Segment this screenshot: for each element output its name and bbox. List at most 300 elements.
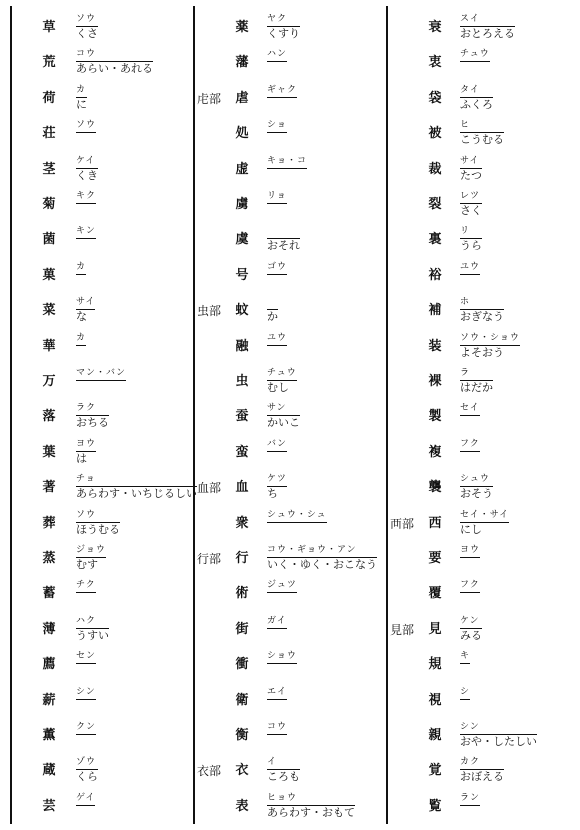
table-row xyxy=(197,612,383,648)
kun-reading: いく・ゆく・おこなう xyxy=(267,558,377,571)
reading-entry xyxy=(460,545,480,558)
table-row xyxy=(14,789,192,825)
on-reading: シュウ・シュ xyxy=(267,510,327,523)
table-row xyxy=(197,116,383,152)
kanji-character: 衡 xyxy=(235,728,249,743)
kanji-character: 蒸 xyxy=(42,551,56,566)
radical-section-label: 見部 xyxy=(390,622,415,637)
reading-entry xyxy=(460,191,482,217)
on-reading: ハク xyxy=(76,616,109,629)
on-reading: ソウ・ショウ xyxy=(460,333,520,346)
on-reading: シ xyxy=(460,687,470,700)
kanji-character: 葬 xyxy=(42,515,56,531)
kanji-character: 視 xyxy=(428,692,442,708)
table-row xyxy=(14,293,192,329)
kanji-character: 衰 xyxy=(428,20,442,35)
kun-reading: あらわす・おもて xyxy=(267,805,355,819)
reading-entry xyxy=(460,616,482,642)
reading-entry xyxy=(267,333,287,346)
table-row xyxy=(390,10,576,46)
on-reading: セン xyxy=(76,651,96,664)
kanji-character: 蛮 xyxy=(235,444,249,460)
table-row xyxy=(197,435,383,471)
table-row xyxy=(390,718,576,754)
kun-reading: な xyxy=(76,310,87,324)
on-reading: セイ・サイ xyxy=(460,510,509,523)
on-reading: ヨウ xyxy=(76,439,96,452)
table-row xyxy=(197,187,383,223)
reading-entry xyxy=(460,793,480,806)
kanji-character: 藩 xyxy=(235,55,249,71)
table-row xyxy=(197,399,383,435)
kanji-character: 薄 xyxy=(42,621,56,637)
table-row xyxy=(14,329,192,365)
on-reading xyxy=(267,297,278,310)
on-reading: シン xyxy=(76,687,96,700)
table-row xyxy=(197,506,383,542)
kanji-character: 薫 xyxy=(42,728,56,743)
radical-section-label: 虫部 xyxy=(197,304,222,319)
on-reading: ハン xyxy=(267,49,287,62)
on-reading: ソウ xyxy=(76,120,96,133)
reading-entry xyxy=(460,120,504,146)
column-divider-1 xyxy=(193,6,195,824)
on-reading: シュウ xyxy=(460,474,493,487)
kanji-character: 襲 xyxy=(428,480,442,496)
kanji-character: 蚕 xyxy=(235,409,249,425)
on-reading: コウ xyxy=(76,49,153,62)
table-row xyxy=(14,187,192,223)
kanji-character: 裂 xyxy=(428,197,442,212)
kanji-character: 規 xyxy=(428,657,442,673)
table-row xyxy=(390,116,576,152)
table-row xyxy=(14,81,192,117)
reading-entry xyxy=(460,156,482,182)
reading-entry xyxy=(76,368,126,381)
on-reading: ガイ xyxy=(267,616,287,629)
reading-entry xyxy=(460,687,470,700)
kanji-character: 荘 xyxy=(42,126,56,142)
kanji-character: 衣 xyxy=(235,763,249,779)
table-row xyxy=(390,187,576,223)
table-row xyxy=(390,612,576,648)
kun-reading: おそれ xyxy=(267,239,300,253)
table-row xyxy=(197,753,383,789)
kun-reading: か xyxy=(267,310,278,324)
kun-reading: うすい xyxy=(76,628,109,642)
kun-reading: あらわす・いちじるしい xyxy=(76,487,197,501)
reading-entry xyxy=(267,14,300,40)
on-reading: ケン xyxy=(460,616,482,629)
kanji-character: 衛 xyxy=(235,692,249,708)
table-row xyxy=(197,718,383,754)
table-row xyxy=(14,683,192,719)
kun-reading: たつ xyxy=(460,168,482,182)
table-row xyxy=(14,753,192,789)
table-row xyxy=(197,541,383,577)
table-row xyxy=(14,541,192,577)
reading-entry xyxy=(267,49,287,62)
kun-reading: おや・したしい xyxy=(460,735,537,748)
reading-entry xyxy=(267,722,287,735)
kun-reading: よそおう xyxy=(460,345,504,359)
on-reading: チョ xyxy=(76,474,197,487)
on-reading: ゾウ xyxy=(76,757,98,770)
kanji-character: 蔵 xyxy=(42,763,56,779)
reading-entry xyxy=(76,297,95,323)
on-reading: クン xyxy=(76,722,96,735)
reading-entry xyxy=(267,545,377,571)
kanji-character: 衆 xyxy=(235,515,249,531)
table-row xyxy=(390,152,576,188)
kanji-character: 装 xyxy=(428,338,442,354)
on-reading: チュウ xyxy=(267,368,297,381)
on-reading: ラ xyxy=(460,368,493,381)
reading-entry xyxy=(460,368,493,394)
on-reading: シン xyxy=(460,722,537,735)
on-reading: ヨウ xyxy=(460,545,480,558)
table-row xyxy=(14,647,192,683)
on-reading: ケツ xyxy=(267,474,287,487)
table-row xyxy=(390,470,576,506)
table-row xyxy=(14,470,197,506)
kun-reading: おちる xyxy=(76,416,109,430)
kanji-character: 薦 xyxy=(42,657,56,673)
kanji-character: 菓 xyxy=(42,267,56,283)
kun-reading: おぎなう xyxy=(460,310,504,324)
on-reading: ホ xyxy=(460,297,504,310)
kanji-character: 蚊 xyxy=(235,303,249,319)
column-1 xyxy=(14,10,197,825)
reading-entry xyxy=(267,651,297,664)
kanji-character: 製 xyxy=(428,409,442,425)
reading-entry xyxy=(460,403,480,416)
on-reading: ユウ xyxy=(267,333,287,346)
radical-section-label: 行部 xyxy=(197,552,222,566)
kanji-character: 融 xyxy=(235,338,249,354)
reading-entry xyxy=(76,333,86,346)
on-reading: ゲイ xyxy=(76,793,95,806)
kanji-character: 衝 xyxy=(235,657,249,673)
on-reading: ラン xyxy=(460,793,480,806)
kanji-character: 衷 xyxy=(428,55,442,71)
kun-reading: みる xyxy=(460,628,482,642)
reading-entry xyxy=(267,616,287,629)
reading-entry xyxy=(76,49,153,75)
table-row xyxy=(14,435,192,471)
table-row xyxy=(14,222,192,258)
reading-entry xyxy=(460,580,480,593)
table-row xyxy=(197,576,383,612)
kanji-character: 華 xyxy=(42,338,56,354)
reading-entry xyxy=(267,262,287,275)
reading-entry xyxy=(460,510,509,536)
kanji-character: 蓄 xyxy=(42,586,56,602)
kanji-character: 行 xyxy=(235,551,249,566)
table-row xyxy=(197,470,383,506)
kun-reading: こうむる xyxy=(460,133,504,147)
column-2 xyxy=(197,10,383,825)
table-row xyxy=(197,45,383,81)
kanji-character: 荒 xyxy=(42,55,56,71)
kanji-character: 複 xyxy=(428,444,442,460)
kanji-character: 菊 xyxy=(42,197,56,212)
kanji-character: 袋 xyxy=(428,90,442,106)
on-reading: ヤク xyxy=(267,14,300,27)
reading-entry xyxy=(76,580,96,593)
reading-entry xyxy=(267,403,300,429)
on-reading: キク xyxy=(76,191,96,204)
reading-entry xyxy=(76,226,96,239)
on-reading: ソウ xyxy=(76,510,120,523)
table-row xyxy=(390,541,576,577)
reading-entry xyxy=(460,297,504,323)
reading-entry xyxy=(460,651,470,664)
table-row xyxy=(390,683,576,719)
kanji-character: 茎 xyxy=(42,161,56,177)
reading-entry xyxy=(460,474,493,500)
kanji-character: 覆 xyxy=(428,586,442,602)
reading-entry xyxy=(267,156,307,169)
on-reading: ユウ xyxy=(460,262,480,275)
table-row xyxy=(14,612,192,648)
reading-entry xyxy=(76,757,98,783)
left-border xyxy=(10,6,12,824)
on-reading: ジョウ xyxy=(76,545,106,558)
kun-reading: おぼえる xyxy=(460,770,504,784)
kun-reading: は xyxy=(76,451,87,465)
on-reading: ケイ xyxy=(76,156,98,169)
on-reading: フク xyxy=(460,580,480,593)
kanji-character: 覚 xyxy=(428,763,442,779)
kanji-character: 被 xyxy=(428,126,442,142)
reading-entry xyxy=(460,262,480,275)
reading-entry xyxy=(460,757,504,783)
on-reading: エイ xyxy=(267,687,287,700)
table-row xyxy=(14,576,192,612)
kun-reading: うら xyxy=(460,239,482,253)
table-row xyxy=(197,258,383,294)
reading-entry xyxy=(267,439,287,452)
kun-reading: にし xyxy=(460,522,482,536)
on-reading: カ xyxy=(76,85,87,98)
table-row xyxy=(197,81,383,117)
table-row xyxy=(197,364,383,400)
table-row xyxy=(14,718,192,754)
on-reading: サイ xyxy=(76,297,95,310)
table-row xyxy=(390,329,576,365)
radical-section-label: 血部 xyxy=(197,481,222,496)
kun-reading: むす xyxy=(76,558,98,571)
kun-reading: むし xyxy=(267,381,289,394)
on-reading: リョ xyxy=(267,191,287,204)
on-reading: キョ・コ xyxy=(267,156,307,169)
reading-entry xyxy=(460,722,537,748)
on-reading: コウ xyxy=(267,722,287,735)
kanji-character: 著 xyxy=(42,480,56,496)
table-row xyxy=(14,10,192,46)
kun-reading: くすり xyxy=(267,27,300,40)
table-row xyxy=(390,81,576,117)
on-reading: カ xyxy=(76,262,86,275)
radical-section-label: 襾部 xyxy=(390,516,415,531)
on-reading: ギャク xyxy=(267,85,297,98)
kun-reading: かいこ xyxy=(267,416,300,430)
reading-entry xyxy=(76,474,197,500)
on-reading: ヒ xyxy=(460,120,504,133)
table-row xyxy=(197,683,383,719)
reading-entry xyxy=(267,120,287,133)
kun-reading: あらい・あれる xyxy=(76,62,153,76)
kanji-character: 万 xyxy=(42,374,56,389)
kanji-character: 薬 xyxy=(235,20,249,35)
table-row xyxy=(197,152,383,188)
table-row xyxy=(390,435,576,471)
on-reading: ヒョウ xyxy=(267,793,355,806)
table-row xyxy=(390,789,576,825)
on-reading: セイ xyxy=(460,403,480,416)
reading-entry xyxy=(267,297,278,323)
table-row xyxy=(197,647,383,683)
reading-entry xyxy=(76,439,96,465)
reading-entry xyxy=(76,793,95,806)
on-reading: カク xyxy=(460,757,504,770)
kun-reading: ころも xyxy=(267,770,300,784)
kanji-character: 裸 xyxy=(428,374,442,389)
kun-reading: さく xyxy=(460,204,482,217)
kanji-character: 薪 xyxy=(42,692,56,708)
table-row xyxy=(197,222,383,258)
on-reading: ショ xyxy=(267,120,287,133)
table-row xyxy=(14,364,192,400)
kanji-character: 草 xyxy=(42,20,56,35)
table-row xyxy=(390,753,576,789)
reading-entry xyxy=(460,49,490,62)
on-reading: チュウ xyxy=(460,49,490,62)
reading-entry xyxy=(76,156,98,182)
reading-entry xyxy=(76,262,86,275)
on-reading: バン xyxy=(267,439,287,452)
kanji-character: 号 xyxy=(235,267,249,283)
kanji-character: 虞 xyxy=(235,232,249,248)
kanji-character: 処 xyxy=(235,126,249,142)
kanji-character: 落 xyxy=(42,409,56,425)
column-divider-2 xyxy=(386,6,388,824)
table-row xyxy=(390,506,576,542)
on-reading: ソウ xyxy=(76,14,98,27)
kanji-character: 芸 xyxy=(42,798,56,814)
reading-entry xyxy=(267,757,300,783)
kanji-character: 虜 xyxy=(235,197,249,212)
kanji-character: 西 xyxy=(428,515,442,531)
on-reading: ゴウ xyxy=(267,262,287,275)
on-reading: ジュツ xyxy=(267,580,297,593)
reading-entry xyxy=(76,403,109,429)
reading-entry xyxy=(76,651,96,664)
reading-entry xyxy=(76,14,98,40)
on-reading xyxy=(267,226,300,239)
kanji-character: 要 xyxy=(428,551,442,566)
kanji-character: 表 xyxy=(235,798,249,814)
on-reading: サイ xyxy=(460,156,482,169)
kanji-character: 菜 xyxy=(42,303,56,319)
table-row xyxy=(14,116,192,152)
kun-reading: くら xyxy=(76,770,98,784)
on-reading: カ xyxy=(76,333,86,346)
table-row xyxy=(390,399,576,435)
kanji-character: 親 xyxy=(428,728,442,743)
reading-entry xyxy=(267,191,287,204)
kanji-character: 虚 xyxy=(235,161,249,177)
table-row xyxy=(197,10,383,46)
reading-entry xyxy=(460,226,482,252)
table-row xyxy=(14,506,192,542)
kanji-character: 菌 xyxy=(42,232,56,248)
kun-reading: おそう xyxy=(460,487,493,501)
reading-entry xyxy=(76,85,87,111)
on-reading: チク xyxy=(76,580,96,593)
kanji-character: 覧 xyxy=(428,798,442,814)
kun-reading: ふくろ xyxy=(460,97,493,111)
kun-reading: くさ xyxy=(76,27,98,40)
table-row xyxy=(197,789,383,825)
on-reading: レツ xyxy=(460,191,482,204)
reading-entry xyxy=(267,793,355,819)
kanji-character: 虐 xyxy=(235,90,249,106)
table-row xyxy=(390,258,576,294)
on-reading: キン xyxy=(76,226,96,239)
kun-reading: おとろえる xyxy=(460,27,515,40)
kun-reading: はだか xyxy=(460,381,493,394)
kanji-character: 補 xyxy=(428,303,442,319)
kanji-character: 裏 xyxy=(428,232,442,248)
radical-section-label: 虍部 xyxy=(197,91,222,106)
kun-reading: に xyxy=(76,97,87,111)
table-row xyxy=(390,576,576,612)
table-row xyxy=(390,647,576,683)
reading-entry xyxy=(267,474,287,500)
table-row xyxy=(390,222,576,258)
kanji-character: 裕 xyxy=(428,267,442,283)
reading-entry xyxy=(267,226,300,252)
radical-section-label: 衣部 xyxy=(197,764,222,779)
reading-entry xyxy=(460,439,480,452)
reading-entry xyxy=(267,510,327,523)
kanji-character: 虫 xyxy=(235,374,249,389)
kanji-character: 血 xyxy=(235,480,249,496)
reading-entry xyxy=(267,85,297,98)
table-row xyxy=(14,258,192,294)
table-row xyxy=(14,45,192,81)
reading-entry xyxy=(76,510,120,536)
on-reading: タイ xyxy=(460,85,493,98)
on-reading: コウ・ギョウ・アン xyxy=(267,545,377,558)
table-row xyxy=(14,152,192,188)
reading-entry xyxy=(76,687,96,700)
kun-reading: ち xyxy=(267,487,278,501)
kanji-character: 葉 xyxy=(42,444,56,460)
column-3 xyxy=(390,10,576,825)
table-row xyxy=(197,329,383,365)
kanji-character: 街 xyxy=(235,621,249,637)
on-reading: キ xyxy=(460,651,470,664)
on-reading: フク xyxy=(460,439,480,452)
on-reading: イ xyxy=(267,757,300,770)
reading-entry xyxy=(267,368,297,394)
kanji-character: 見 xyxy=(428,621,442,637)
table-row xyxy=(390,45,576,81)
on-reading: スイ xyxy=(460,14,515,27)
